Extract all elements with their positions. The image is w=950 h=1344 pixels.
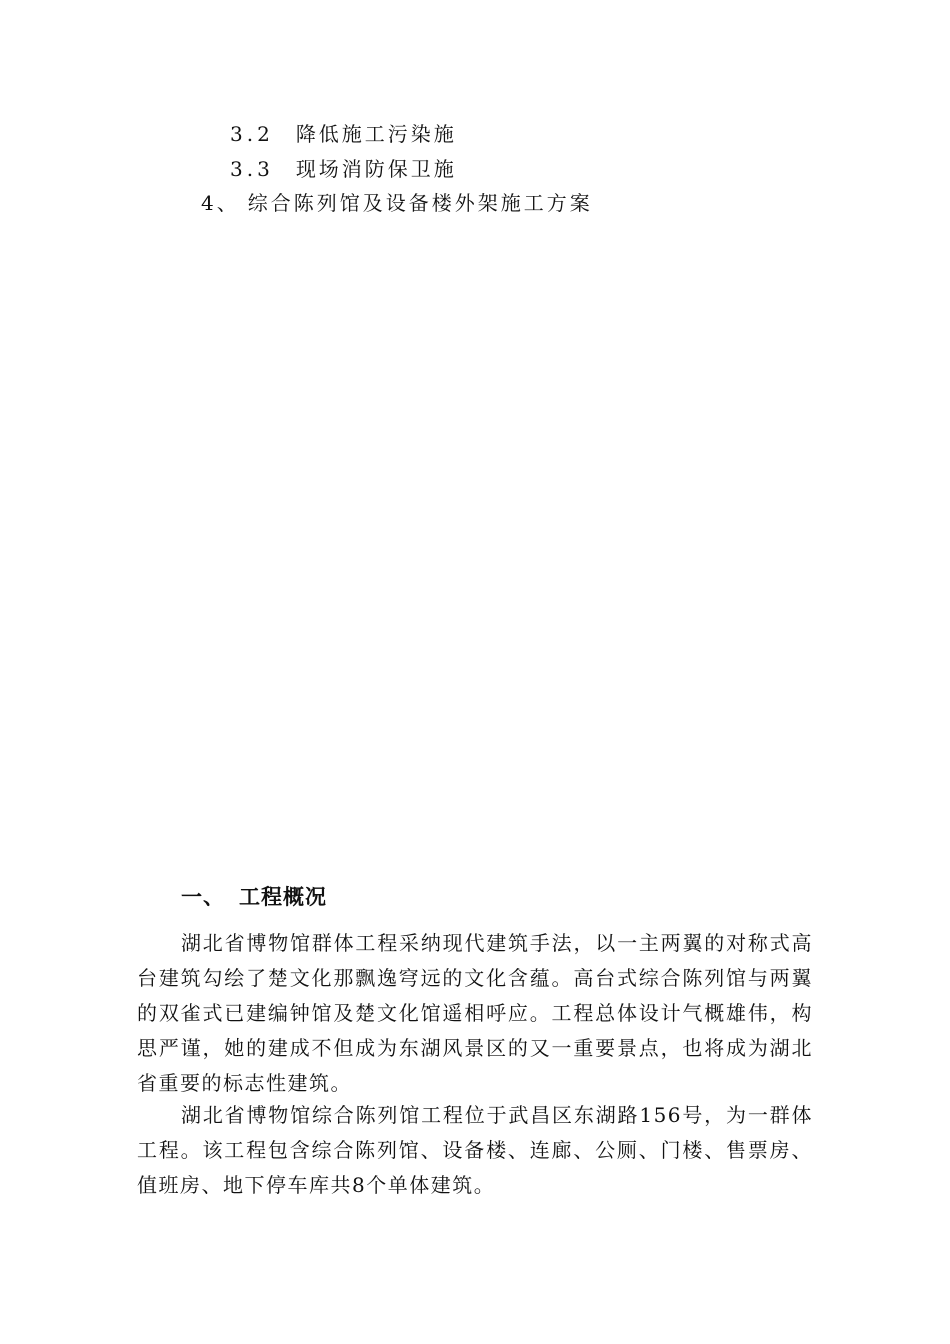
toc-item-label: 降低施工污染施 (295, 122, 457, 146)
body-paragraph: 湖北省博物馆综合陈列馆工程位于武昌区东湖路156号，为一群体工程。该工程包含综合陈列馆、设备楼、连廊、公厕、门楼、售票房、值班房、地下停车库共8个单体建筑。 (137, 1103, 813, 1197)
toc-item-number: 4、 (201, 191, 240, 215)
toc-item-4 (201, 189, 593, 217)
section-number: 一、 (181, 885, 225, 909)
section-title: 工程概况 (239, 885, 327, 909)
toc-item-label: 综合陈列馆及设备楼外架施工方案 (247, 191, 593, 215)
section-heading (181, 882, 327, 912)
toc-item-label: 现场消防保卫施 (295, 157, 457, 181)
toc-item-number: 3.2 (230, 122, 274, 146)
toc-item-number: 3.3 (230, 157, 274, 181)
toc-item-3-3 (230, 155, 457, 183)
toc-item-3-2 (230, 120, 457, 148)
body-paragraph: 湖北省博物馆群体工程采纳现代建筑手法，以一主两翼的对称式高台建筑勾绘了楚文化那飘逸穹远的文化含蕴。高台式综合陈列馆与两翼的双雀式已建编钟馆及楚文化馆遥相呼应。工程总体设计气概雄伟，构思严谨，她的建成不但成为东湖风景区的又一重要景点，也将成为湖北省重要的标志性建筑。 (137, 931, 813, 1095)
